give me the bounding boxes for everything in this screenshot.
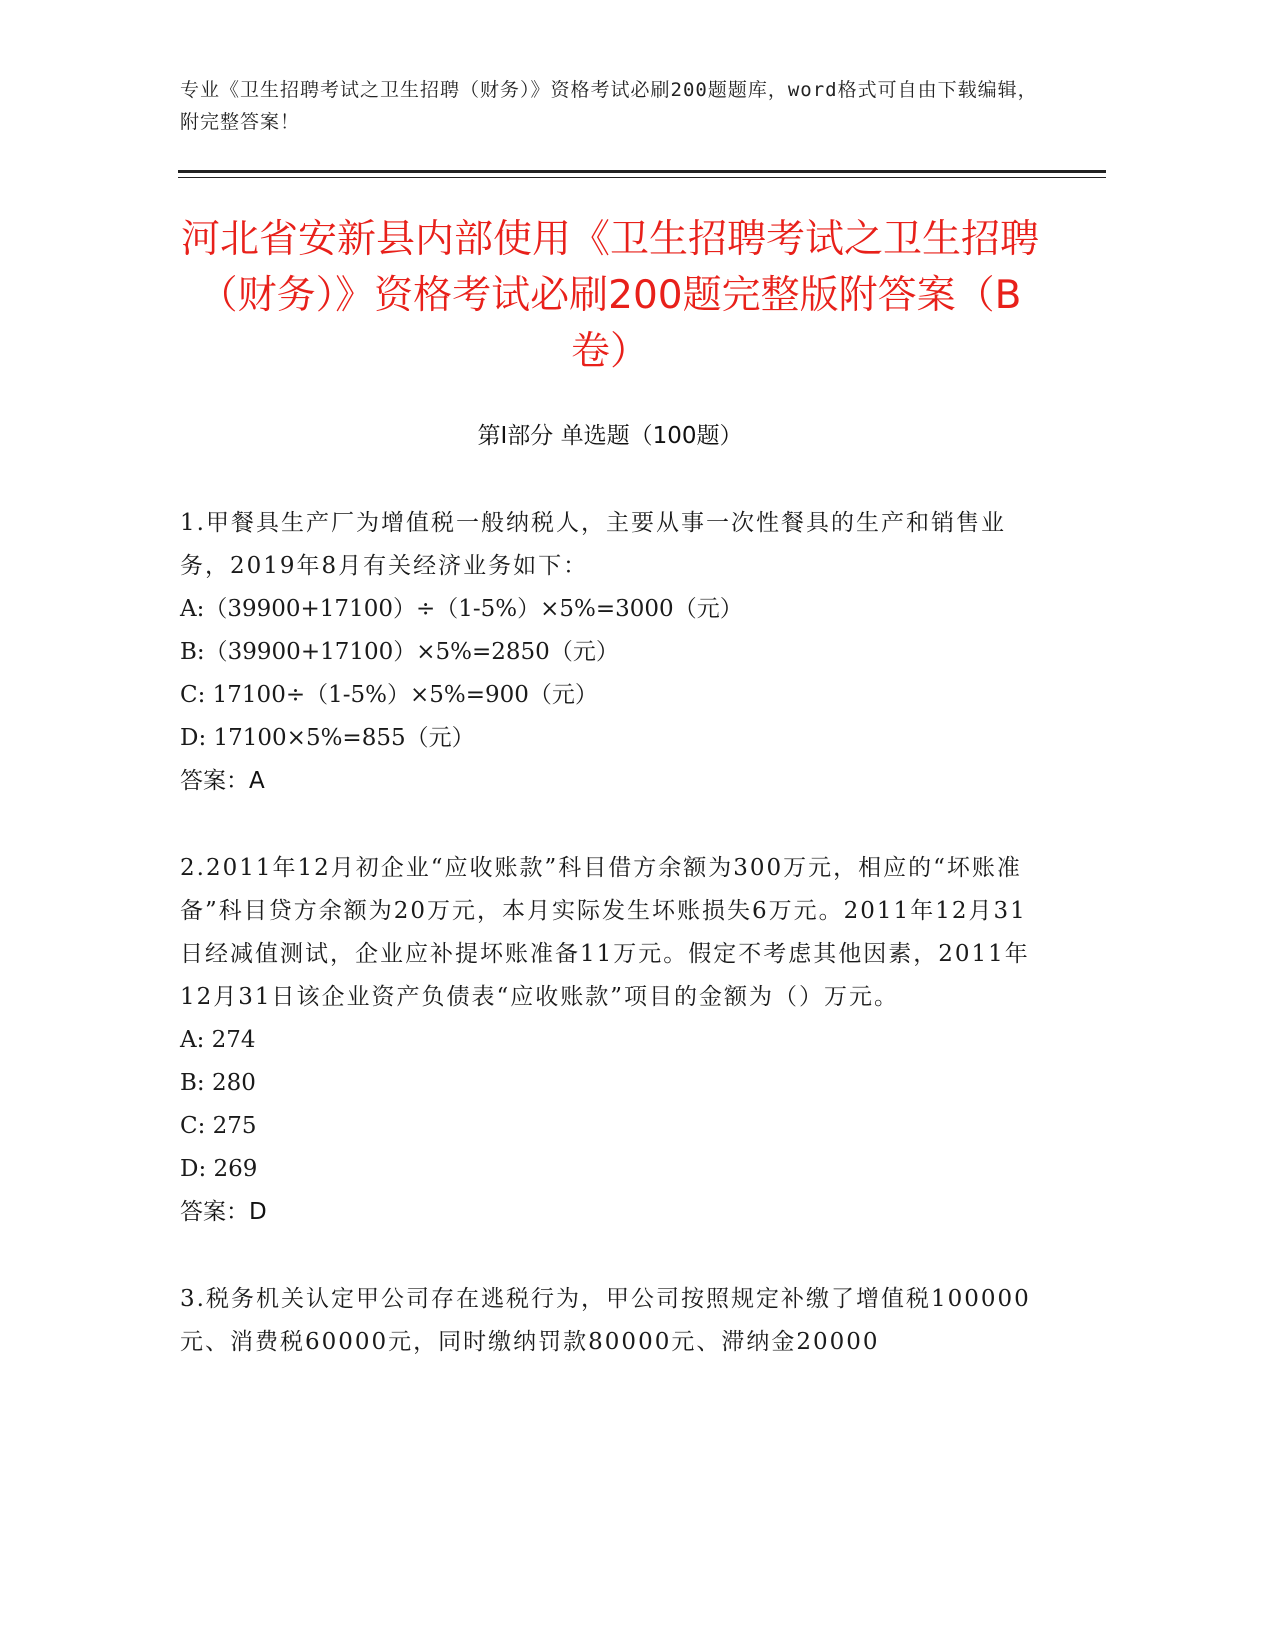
- option-c: C: 17100÷（1-5%）×5%=900（元）: [180, 682, 598, 708]
- option-a: A: 274: [180, 1027, 256, 1053]
- question-stem: 3.税务机关认定甲公司存在逃税行为，甲公司按照规定补缴了增值税100000元、消费税60000元，同时缴纳罚款80000元、滞纳金20000: [180, 1286, 1031, 1355]
- document-title: 河北省安新县内部使用《卫生招聘考试之卫生招聘（财务）》资格考试必刷200题完整版附答案（B卷）: [180, 217, 1039, 374]
- question-stem: 1.甲餐具生产厂为增值税一般纳税人，主要从事一次性餐具的生产和销售业务，2019年8月有关经济业务如下：: [180, 510, 1006, 579]
- option-d: D: 269: [180, 1156, 258, 1182]
- answer-line: 答案：D: [180, 1199, 267, 1225]
- section-title: 第Ⅰ部分 单选题（100题）: [477, 423, 743, 449]
- question-stem: 2.2011年12月初企业“应收账款”科目借方余额为300万元，相应的“坏账准备”科目贷方余额为20万元，本月实际发生坏账损失6万元。2011年12月31日经减值测试，企业应补提坏账准备11万元。假定不考虑其他因素，2011年12月31日该企业资产负债表“应收账款”项目的金额为（）万元。: [180, 855, 1030, 1010]
- option-d: D: 17100×5%=855（元）: [180, 725, 475, 751]
- option-a: A:（39900+17100）÷（1-5%）×5%=3000（元）: [180, 596, 743, 622]
- header-divider-thick: [178, 170, 1106, 173]
- answer-line: 答案：A: [180, 768, 265, 794]
- header-note: 专业《卫生招聘考试之卫生招聘（财务）》资格考试必刷200题题库，word格式可自由下载编辑，附完整答案！: [180, 79, 1038, 133]
- option-b: B: 280: [180, 1070, 256, 1096]
- question-2: [180, 847, 1040, 1234]
- option-b: B:（39900+17100）×5%=2850（元）: [180, 639, 619, 665]
- question-3: [180, 1278, 1040, 1364]
- header-divider-thin: [178, 177, 1106, 178]
- option-c: C: 275: [180, 1113, 257, 1139]
- question-list: [180, 502, 1040, 1408]
- question-1: [180, 502, 1040, 803]
